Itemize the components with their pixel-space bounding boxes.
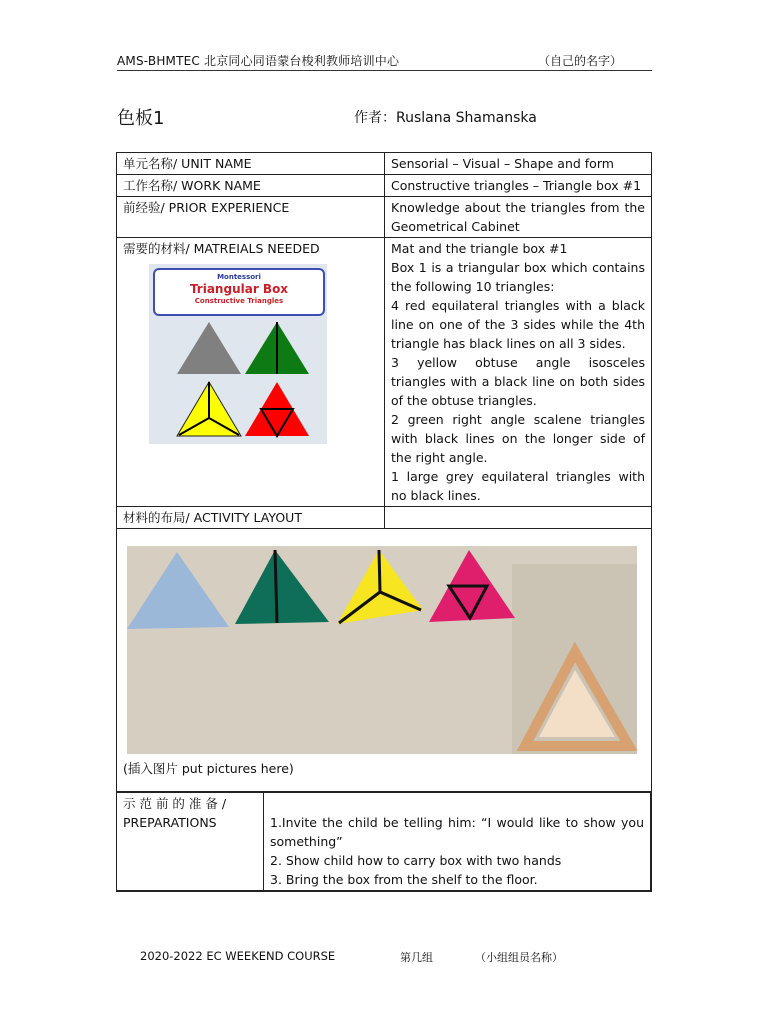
- triangle-box-image: [149, 264, 327, 444]
- preparations-label: [117, 793, 264, 891]
- materials-line-3: 4 red equilateral triangles with a black line on one of the 3 sides while the 4th triangle has black lines on all 3 sides.: [391, 298, 645, 351]
- layout-empty: [385, 507, 652, 529]
- row-prior: [117, 197, 652, 238]
- prep-label-line1: 示 范 前 的 准 备 /: [123, 796, 227, 811]
- materials-description: [385, 238, 652, 507]
- grey-triangle: [177, 322, 241, 374]
- layout-cell: [117, 529, 652, 792]
- materials-line-6: 1 large grey equilateral triangles with no black lines.: [391, 469, 645, 503]
- page-header: [117, 50, 652, 71]
- materials-line-5: 2 green right angle scalene triangles with black lines on the longer side of the right angle.: [391, 412, 645, 465]
- activity-layout-photo: [127, 546, 637, 754]
- box-brand: Montessori: [217, 273, 261, 281]
- preparations-cell: [117, 792, 652, 892]
- materials-label: 需要的材料/ MATREIALS NEEDED: [123, 241, 320, 256]
- row-materials: [117, 238, 652, 507]
- row-unit: [117, 153, 652, 175]
- row-preparations: [117, 792, 652, 892]
- unit-value: Sensorial – Visual – Shape and form: [385, 153, 652, 175]
- box-subtitle: Constructive Triangles: [194, 297, 284, 305]
- photo-green-line: [275, 550, 277, 623]
- layout-label: 材料的布局/ ACTIVITY LAYOUT: [117, 507, 385, 529]
- header-left: AMS-BHMTEC 北京同心同语蒙台梭利教师培训中心: [117, 54, 400, 68]
- box-triangles-illustration: [149, 316, 327, 444]
- box-name: Triangular Box: [189, 282, 289, 296]
- row-layout-label: [117, 507, 652, 529]
- work-label: 工作名称/ WORK NAME: [117, 175, 385, 197]
- preparations-steps: [264, 793, 651, 891]
- lesson-table: [116, 152, 652, 892]
- preparations-table: [117, 792, 651, 891]
- materials-line-1: Mat and the triangle box #1: [391, 241, 568, 256]
- footer-group: 第几组: [400, 951, 433, 964]
- footer-course: 2020-2022 EC WEEKEND COURSE: [140, 949, 336, 963]
- layout-photo-illustration: [127, 546, 637, 754]
- work-value: Constructive triangles – Triangle box #1: [385, 175, 652, 197]
- header-right: （自己的名字）: [537, 54, 622, 68]
- unit-label: 单元名称/ UNIT NAME: [117, 153, 385, 175]
- prep-step-2: 2. Show child how to carry box with two hands: [270, 853, 562, 868]
- footer-members: （小组组员名称）: [475, 951, 563, 964]
- prep-step-1: 1.Invite the child be telling him: “I would like to show you something”: [270, 815, 644, 849]
- materials-line-4: 3 yellow obtuse angle isosceles triangles with a black line on both sides of the obtuse triangles.: [391, 355, 645, 408]
- box-badge: [153, 268, 325, 316]
- author: 作者：Ruslana Shamanska: [354, 110, 537, 126]
- prior-value: Knowledge about the triangles from the Geometrical Cabinet: [385, 197, 652, 238]
- page-title: 色板1: [117, 108, 165, 129]
- prior-label: 前经验/ PRIOR EXPERIENCE: [117, 197, 385, 238]
- row-layout-photo: [117, 529, 652, 792]
- prep-step-3: 3. Bring the box from the shelf to the floor.: [270, 872, 538, 887]
- photo-yellow-line-1: [379, 550, 380, 592]
- row-work: [117, 175, 652, 197]
- materials-line-2: Box 1 is a triangular box which contains the following 10 triangles:: [391, 260, 645, 294]
- photo-caption: (插入图片 put pictures here): [123, 761, 294, 776]
- materials-cell: [117, 238, 385, 507]
- prep-label-line2: PREPARATIONS: [123, 815, 217, 830]
